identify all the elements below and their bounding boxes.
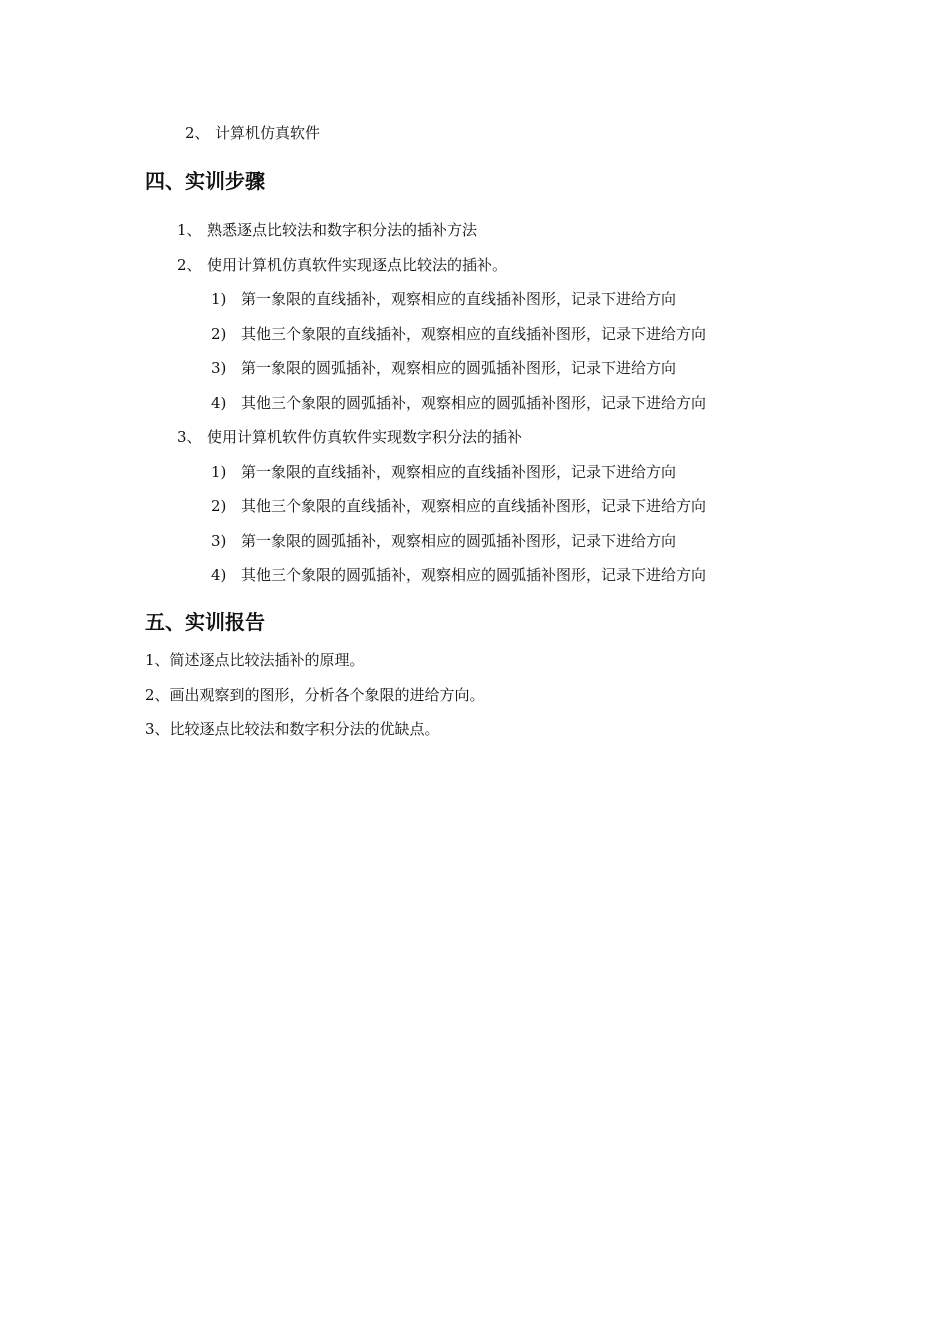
item-number: 2、 (177, 256, 202, 274)
item-text: 使用计算机仿真软件实现逐点比较法的插补。 (207, 256, 508, 274)
sub-item-text: 其他三个象限的圆弧插补，观察相应的圆弧插补图形，记录下进给方向 (241, 394, 707, 412)
section-heading: 四、实训步骤 (145, 169, 265, 193)
section-heading: 五、实训报告 (145, 610, 265, 634)
list-item (185, 123, 320, 143)
sub-item-text: 第一象限的直线插补，观察相应的直线插补图形，记录下进给方向 (241, 290, 677, 308)
sub-item-text: 第一象限的直线插补，观察相应的直线插补图形，记录下进给方向 (241, 463, 677, 481)
list-item (177, 255, 507, 275)
sub-item-number: 3) (211, 359, 227, 377)
list-item (177, 220, 477, 240)
sub-item-number: 3) (211, 532, 227, 550)
sub-list-item (211, 462, 676, 482)
sub-item-text: 其他三个象限的直线插补，观察相应的直线插补图形，记录下进给方向 (241, 325, 707, 343)
sub-item-text: 第一象限的圆弧插补，观察相应的圆弧插补图形，记录下进给方向 (241, 359, 677, 377)
sub-list-item (211, 565, 706, 585)
sub-list-item (211, 496, 706, 516)
item-text: 使用计算机软件仿真软件实现数字积分法的插补 (207, 428, 523, 446)
list-item (177, 427, 522, 447)
sub-list-item (211, 289, 676, 309)
sub-item-number: 2) (211, 325, 227, 343)
sub-item-number: 1) (211, 463, 227, 481)
item-number: 2、 (185, 124, 210, 142)
sub-list-item (211, 531, 676, 551)
sub-list-item (211, 358, 676, 378)
item-text: 计算机仿真软件 (215, 124, 321, 142)
report-item: 1、简述逐点比较法插补的原理。 (145, 651, 365, 669)
sub-item-number: 2) (211, 497, 227, 515)
item-number: 1、 (177, 221, 202, 239)
sub-list-item (211, 393, 706, 413)
report-item: 2、画出观察到的图形，分析各个象限的进给方向。 (145, 686, 485, 704)
item-number: 3、 (177, 428, 202, 446)
sub-item-text: 其他三个象限的直线插补，观察相应的直线插补图形，记录下进给方向 (241, 497, 707, 515)
report-item: 3、比较逐点比较法和数字积分法的优缺点。 (145, 720, 440, 738)
sub-item-number: 4) (211, 566, 227, 584)
sub-item-number: 1) (211, 290, 227, 308)
sub-item-text: 其他三个象限的圆弧插补，观察相应的圆弧插补图形，记录下进给方向 (241, 566, 707, 584)
sub-item-number: 4) (211, 394, 227, 412)
sub-list-item (211, 324, 706, 344)
item-text: 熟悉逐点比较法和数字积分法的插补方法 (207, 221, 478, 239)
sub-item-text: 第一象限的圆弧插补，观察相应的圆弧插补图形，记录下进给方向 (241, 532, 677, 550)
